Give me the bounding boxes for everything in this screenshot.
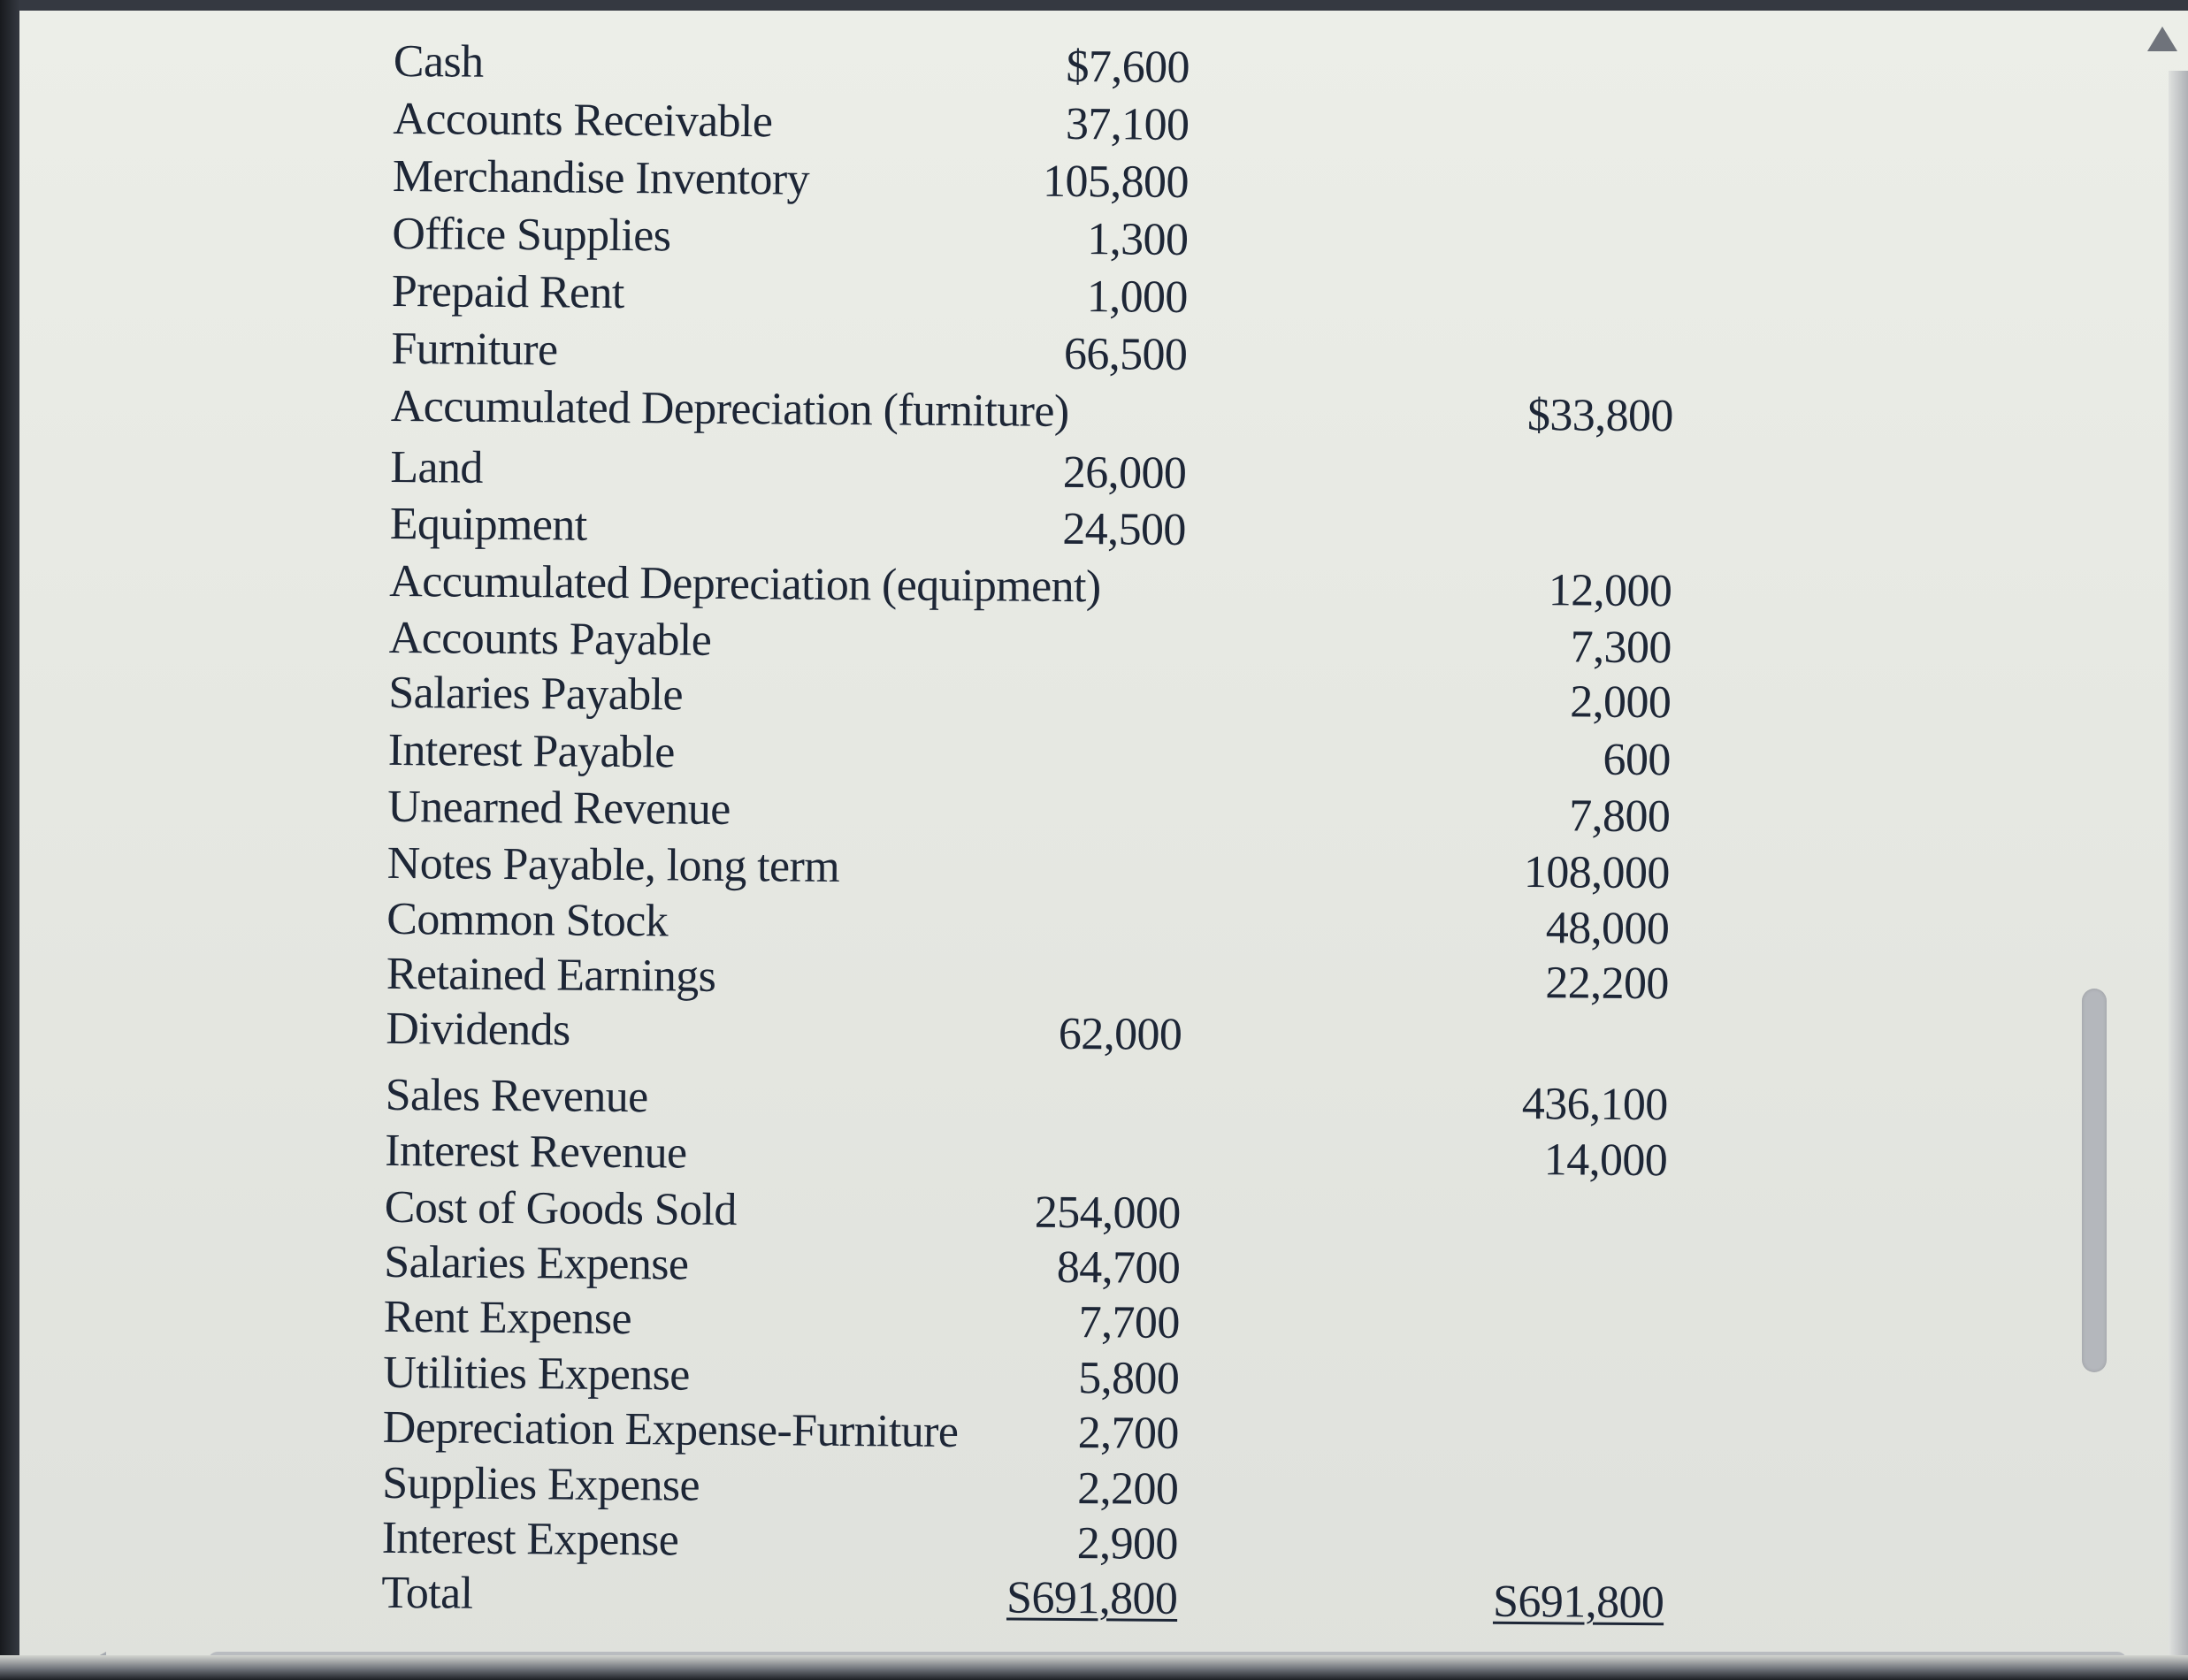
account-label: Interest Expense bbox=[381, 1512, 679, 1566]
account-label: Cash bbox=[393, 35, 484, 88]
debit-value: 105,800 bbox=[1042, 156, 1190, 209]
debit-value: 254,000 bbox=[1034, 1187, 1181, 1239]
debit-value: 5,800 bbox=[1078, 1353, 1180, 1404]
account-label: Equipment bbox=[389, 498, 587, 551]
total-label: Total bbox=[381, 1567, 473, 1619]
right-window-edge bbox=[2169, 71, 2188, 1680]
account-label: Accounts Receivable bbox=[393, 93, 773, 148]
debit-value: 7,700 bbox=[1078, 1297, 1180, 1348]
credit-value: $33,800 bbox=[1526, 390, 1674, 442]
account-label: Notes Payable, long term bbox=[386, 837, 840, 892]
debit-value: 26,000 bbox=[1062, 447, 1187, 500]
account-label: Unearned Revenue bbox=[387, 781, 731, 835]
total-credit-value: S691,800 bbox=[1492, 1576, 1664, 1629]
trial-balance-row bbox=[390, 439, 1646, 506]
debit-value: $7,600 bbox=[1066, 41, 1190, 94]
trial-balance-row bbox=[388, 665, 1672, 731]
credit-value: 436,100 bbox=[1521, 1079, 1668, 1131]
debit-value: 37,100 bbox=[1065, 98, 1190, 151]
trial-balance-row bbox=[385, 1123, 1668, 1189]
trial-balance-row bbox=[389, 554, 1672, 620]
account-label: Dividends bbox=[386, 1003, 570, 1056]
account-label: Accumulated Depreciation (equipment) bbox=[389, 555, 1101, 613]
credit-value bbox=[1390, 447, 1673, 450]
debit-value: 2,900 bbox=[1076, 1518, 1179, 1569]
debit-value: 2,700 bbox=[1077, 1408, 1179, 1459]
trial-balance-row bbox=[387, 722, 1671, 789]
account-label: Furniture bbox=[391, 323, 558, 376]
account-label: Salaries Expense bbox=[384, 1236, 689, 1290]
trial-balance-row bbox=[390, 496, 1646, 562]
account-label: Interest Payable bbox=[387, 724, 675, 778]
credit-value: 600 bbox=[1603, 734, 1671, 786]
credit-value: 7,800 bbox=[1569, 790, 1671, 843]
vertical-scrollbar-thumb[interactable] bbox=[2082, 989, 2107, 1372]
credit-value: 48,000 bbox=[1545, 903, 1670, 955]
account-label: Accumulated Depreciation (furniture) bbox=[390, 380, 1069, 437]
account-label: Common Stock bbox=[386, 893, 669, 947]
debit-value: 2,200 bbox=[1077, 1463, 1179, 1515]
account-label: Salaries Payable bbox=[388, 667, 684, 721]
monitor-bottom-edge bbox=[0, 1655, 2188, 1680]
account-label: Utilities Expense bbox=[383, 1347, 691, 1401]
scroll-up-icon[interactable] bbox=[2147, 27, 2177, 51]
debit-value: 1,000 bbox=[1086, 271, 1189, 324]
debit-value: 84,700 bbox=[1056, 1241, 1181, 1294]
credit-value bbox=[1393, 42, 1676, 44]
credit-value: 14,000 bbox=[1543, 1134, 1668, 1187]
trial-balance-row bbox=[394, 34, 1649, 100]
trial-balance-row bbox=[392, 206, 1648, 272]
account-label: Retained Earnings bbox=[386, 948, 716, 1002]
credit-value: 12,000 bbox=[1548, 565, 1672, 617]
debit-value: 1,300 bbox=[1087, 214, 1189, 266]
credit-value: 7,300 bbox=[1570, 622, 1672, 674]
account-label: Rent Expense bbox=[383, 1291, 632, 1345]
account-label: Office Supplies bbox=[392, 208, 671, 262]
debit-value: 62,000 bbox=[1058, 1008, 1182, 1060]
account-label: Merchandise Inventory bbox=[392, 150, 810, 205]
trial-balance-row bbox=[393, 149, 1649, 215]
account-label: Sales Revenue bbox=[385, 1069, 648, 1123]
debit-value bbox=[899, 1071, 1182, 1073]
trial-balance-row bbox=[391, 321, 1647, 387]
account-label: Accounts Payable bbox=[388, 612, 712, 666]
debit-value: 24,500 bbox=[1062, 503, 1187, 556]
account-label: Supplies Expense bbox=[382, 1457, 700, 1511]
credit-value: 2,000 bbox=[1570, 676, 1672, 729]
account-label: Depreciation Expense-Furniture bbox=[382, 1401, 959, 1458]
total-debit-value: S691,800 bbox=[1006, 1572, 1178, 1624]
account-label: Prepaid Rent bbox=[391, 265, 624, 319]
account-label: Land bbox=[390, 441, 483, 493]
trial-balance-total-row bbox=[381, 1565, 1664, 1631]
trial-balance-row bbox=[386, 1001, 1641, 1067]
credit-value: 108,000 bbox=[1523, 847, 1670, 899]
trial-balance-row bbox=[393, 91, 1649, 157]
debit-value: 66,500 bbox=[1063, 328, 1188, 381]
account-label: Cost of Goods Sold bbox=[384, 1181, 738, 1236]
trial-balance-row bbox=[392, 263, 1648, 330]
account-label: Interest Revenue bbox=[385, 1125, 687, 1179]
trial-balance-row bbox=[390, 378, 1674, 445]
credit-value: 22,200 bbox=[1545, 958, 1669, 1010]
trial-balance-row bbox=[387, 779, 1671, 845]
